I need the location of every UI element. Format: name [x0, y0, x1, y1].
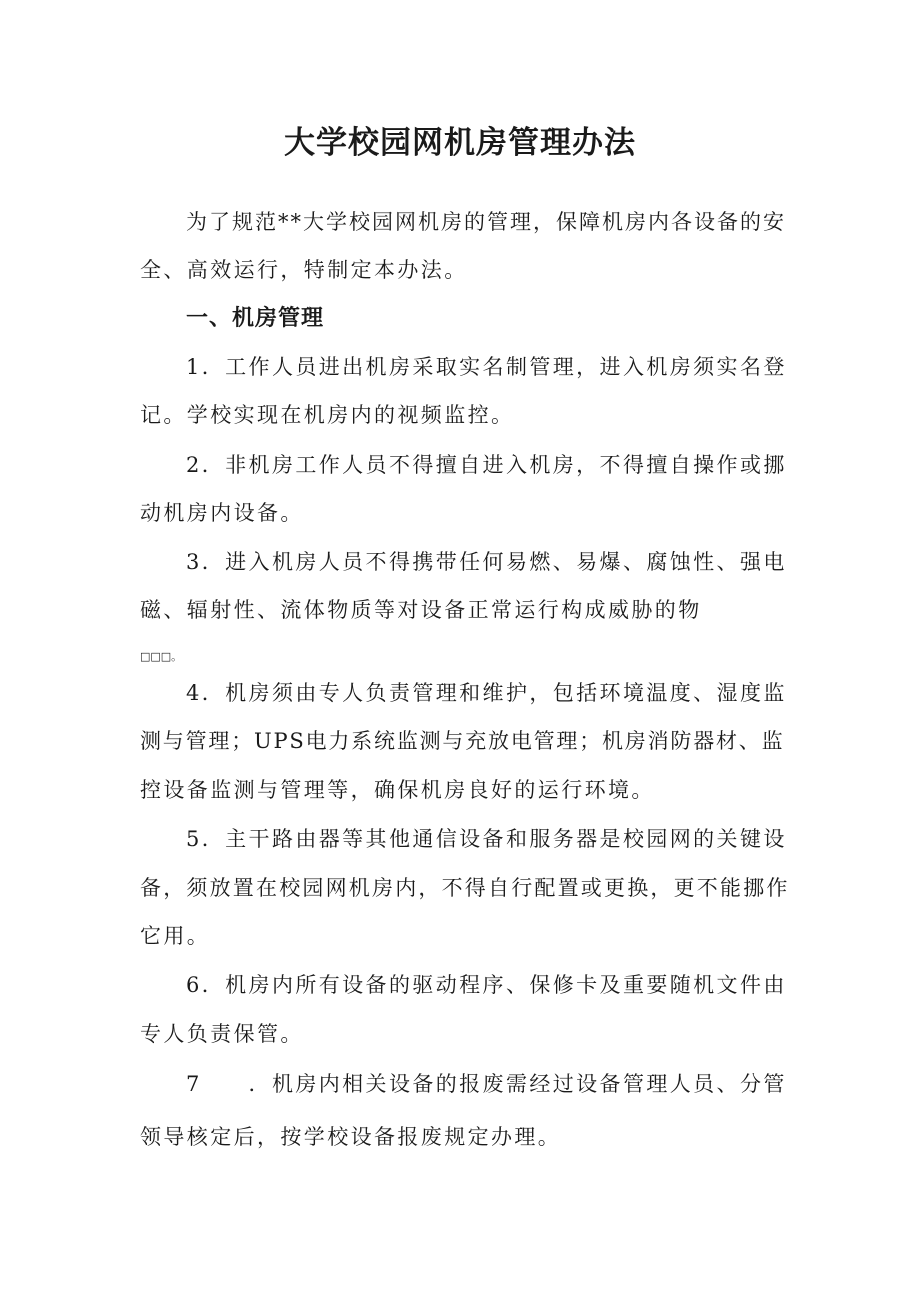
item-4-line-3: 控设备监测与管理等，确保机房良好的运行环境。	[140, 778, 655, 802]
item-4-line-1: 4．机房须由专人负责管理和维护，包括环境温度、湿度监	[186, 681, 787, 705]
item-4-line-2: 测与管理；UPS电力系统监测与充放电管理；机房消防器材、监	[140, 729, 785, 753]
item-3-line-3: □□□。	[140, 650, 183, 663]
item-6-line-2: 专人负责保管。	[140, 1022, 304, 1046]
item-5-line-1: 5．主干路由器等其他通信设备和服务器是校园网的关键设	[186, 827, 787, 851]
item-2-line-1: 2．非机房工作人员不得擅自进入机房，不得擅自操作或挪	[186, 453, 787, 477]
item-5-line-2: 备，须放置在校园网机房内，不得自行配置或更换，更不能挪作	[140, 876, 790, 900]
item-1-line-1: 1．工作人员进出机房采取实名制管理，进入机房须实名登	[186, 355, 787, 379]
item-6-line-1: 6．机房内所有设备的驱动程序、保修卡及重要随机文件由	[186, 973, 787, 997]
section-heading: 一、机房管理	[186, 306, 325, 331]
document-title: 大学校园网机房管理办法	[284, 125, 636, 161]
item-7-line-1: 7 ．机房内相关设备的报废需经过设备管理人员、分管	[186, 1072, 787, 1096]
intro-line-2: 全、高效运行，特制定本办法。	[140, 258, 468, 282]
item-3-line-1: 3．进入机房人员不得携带任何易燃、易爆、腐蚀性、强电	[186, 550, 787, 574]
item-7-line-2: 领导核定后，按学校设备报废规定办理。	[140, 1125, 562, 1149]
item-3-line-2: 磁、辐射性、流体物质等对设备正常运行构成威胁的物	[140, 598, 702, 622]
intro-line-1: 为了规范**大学校园网机房的管理，保障机房内各设备的安	[186, 210, 786, 234]
item-2-line-2: 动机房内设备。	[140, 501, 304, 525]
item-1-line-2: 记。学校实现在机房内的视频监控。	[140, 403, 515, 427]
item-5-line-3: 它用。	[140, 924, 211, 948]
